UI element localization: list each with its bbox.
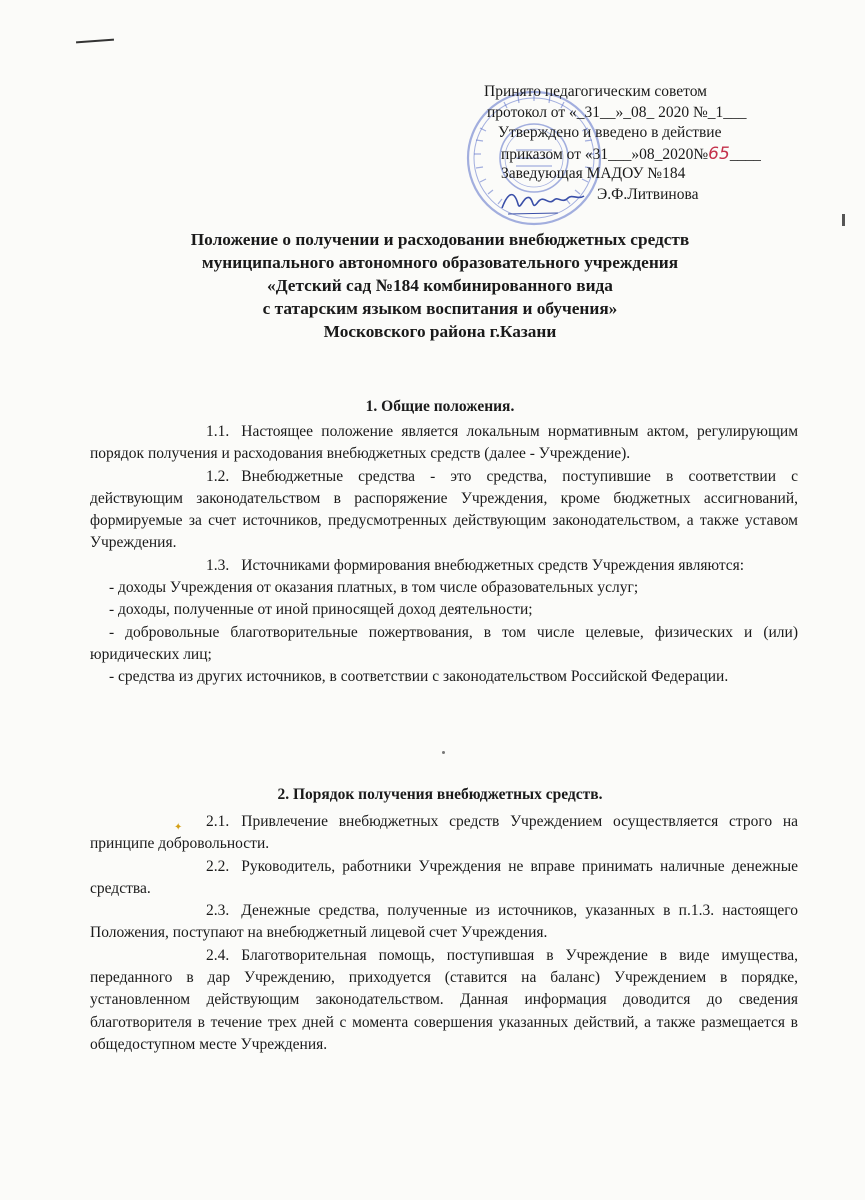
list-item: - доходы Учреждения от оказания платных, в том числе образовательных услуг; (109, 579, 639, 597)
title-line: «Детский сад №184 комбинированного вида (267, 276, 613, 295)
paragraph-text: Руководитель, работники Учреждения не вправе принимать наличные денежные средства. (90, 857, 798, 897)
approval-line: Принято педагогическим советом (484, 83, 707, 100)
list-item: - доходы, полученные от иной приносящей доход деятельности; (109, 601, 533, 619)
paragraph (90, 466, 798, 555)
approval-signatory: Э.Ф.Литвинова (597, 185, 699, 203)
speck (442, 751, 445, 754)
title-line: Положение о получении и расходовании внебюджетных средств (190, 230, 690, 249)
section-2-heading: 2. Порядок получения внебюджетных средств. (277, 786, 603, 803)
paragraph-number: 2.3. (206, 902, 230, 920)
approval-line: приказом от «31___»08_2020№65____ (501, 143, 761, 164)
section-1-body (90, 421, 798, 689)
list-item: - средства из других источников, в соответствии с законодательством Российской Федерации. (109, 668, 729, 686)
paragraph-text: Привлечение внебюджетных средств Учреждением осуществляется строго на принципе добровольности. (90, 813, 798, 853)
paragraph (90, 555, 798, 577)
paragraph-text: Благотворительная помощь, поступившая в Учреждение в виде имущества, переданного в дар Учреждению, приходуется (ставится на баланс) Учреждением в порядке, установленном действующим законодательством. Данная информация доводится до сведения благотворителя в течение трех дней с момента совершения указанных действий, а также размещается в общедоступном месте Учреждения. (90, 946, 798, 1053)
approval-line: протокол от «_31__»_08_ 2020 №_1___ (487, 103, 747, 121)
edge-mark (842, 214, 845, 226)
title-line: Московского района г.Казани (323, 322, 557, 341)
paragraph-number: 1.2. (206, 467, 230, 485)
list-item: - добровольные благотворительные пожертвования, в том числе целевые, физических и (или) юридических лиц; (90, 623, 798, 663)
paragraph-number: 1.3. (206, 556, 230, 574)
approval-order-text: приказом от «31___»08_2020№ (501, 145, 709, 163)
paragraph (90, 945, 798, 1056)
title-line: с татарским языком воспитания и обучения» (262, 299, 618, 318)
title-line: муниципального автономного образовательного учреждения (201, 253, 679, 272)
paragraph (90, 856, 798, 901)
speck-mark: ✦ (174, 822, 183, 833)
paragraph-text: Настоящее положение является локальным нормативным актом, регулирующим порядок получения и расходования внебюджетных средств (далее - Учреждение). (90, 423, 798, 463)
approval-line: Заведующая МАДОУ №184 (501, 165, 686, 182)
handwritten-order-number: 65 (708, 143, 730, 164)
paragraph-number: 2.4. (206, 946, 230, 964)
approval-block (470, 82, 810, 205)
paragraph (90, 900, 798, 945)
approval-line: Утверждено и введено в действие (498, 124, 722, 141)
section-1-heading: 1. Общие положения. (365, 398, 515, 415)
document-title (80, 228, 800, 343)
paragraph-number: 2.2. (206, 857, 230, 875)
paragraph (90, 811, 798, 856)
paragraph-text: Внебюджетные средства - это средства, поступившие в соответствии с действующим законодательством в распоряжение Учреждения, кроме бюджетных ассигнований, формируемые за счет источников, предусмотренных действующим законодательством, а также уставом Учреждения. (90, 467, 798, 552)
paragraph (90, 421, 798, 466)
section-2-body (90, 811, 798, 1056)
paragraph-number: 1.1. (206, 423, 230, 440)
paragraph-number: 2.1. (206, 813, 230, 830)
paragraph-text: Денежные средства, полученные из источников, указанных в п.1.3. настоящего Положения, поступают на внебюджетный лицевой счет Учреждения. (90, 902, 798, 942)
paragraph-text: Источниками формирования внебюджетных средств Учреждения являются: (241, 556, 745, 574)
pen-mark (76, 39, 114, 44)
